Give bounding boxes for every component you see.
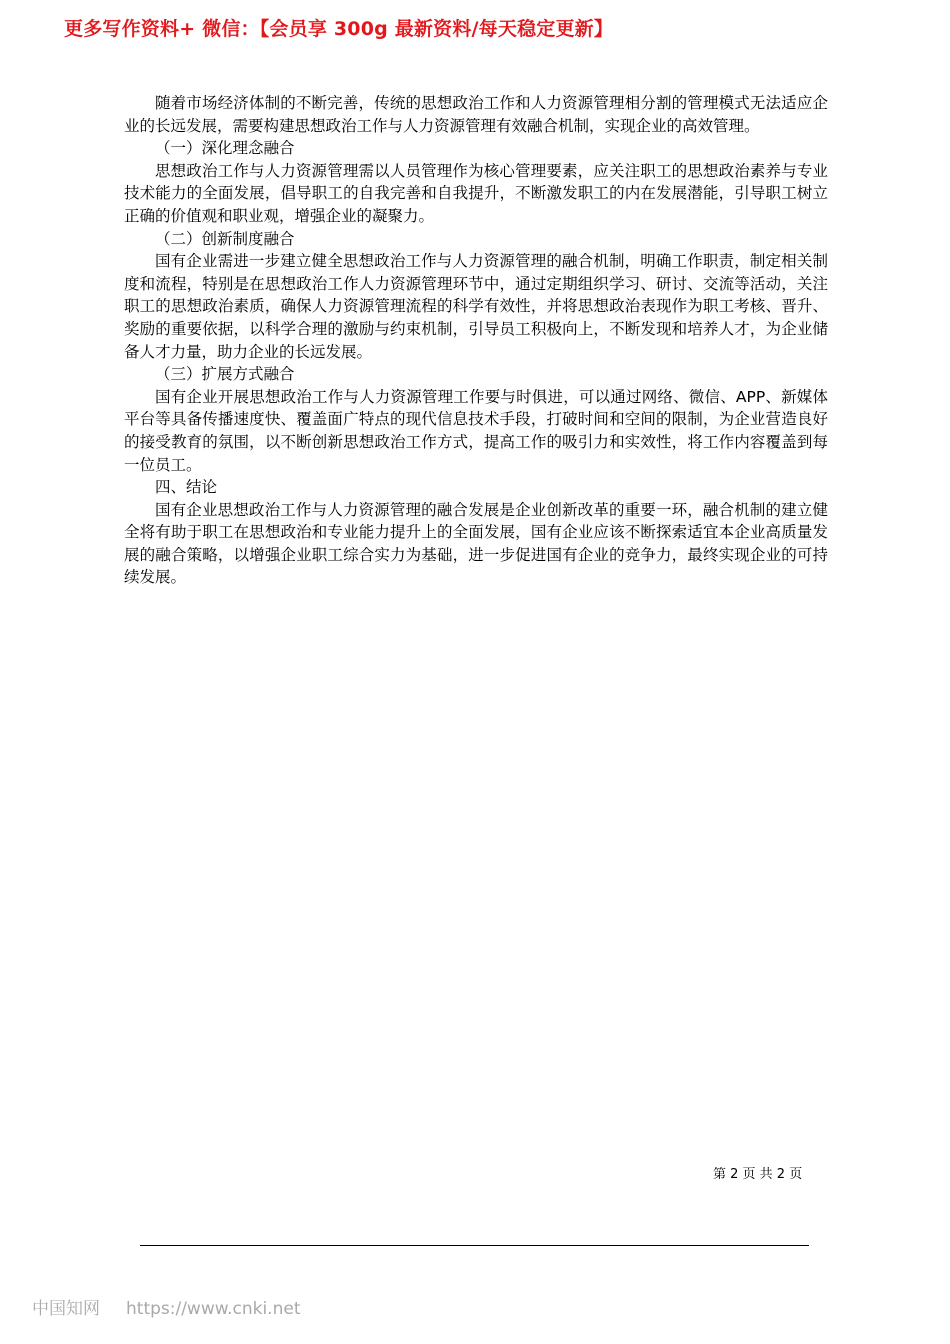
watermark-url: https://www.cnki.net [126,1299,301,1319]
section-heading-method: （三）扩展方式融合 [155,365,295,384]
promo-banner: 更多写作资料+ 微信：【会员享 300g 最新资料/每天稳定更新】 [64,18,614,40]
section-heading-system: （二）创新制度融合 [155,229,295,248]
section-heading-conclusion: 四、结论 [155,478,218,497]
paragraph-method: 国有企业开展思想政治工作与人力资源管理工作要与时俱进，可以通过网络、微信、APP、新媒体平台等具备传播速度快、覆盖面广特点的现代信息技术手段，打破时间和空间的限制，为企业营造良好的接受教育的氛围，以不断创新思想政治工作方式，提高工作的吸引力和实效性，将工作内容覆盖到每一位员工。 [124,387,828,474]
paragraph-concept: 思想政治工作与人力资源管理需以人员管理作为核心管理要素，应关注职工的思想政治素养与专业技术能力的全面发展，倡导职工的自我完善和自我提升，不断激发职工的内在发展潜能，引导职工树立正确的价值观和职业观，增强企业的凝聚力。 [124,161,828,225]
section-heading-concept: （一）深化理念融合 [155,139,295,158]
watermark [32,1294,300,1319]
page-number: 第 2 页 共 2 页 [713,1167,803,1182]
watermark-brand: 中国知网 [32,1299,100,1319]
footer-divider [140,1245,809,1246]
paragraph-system: 国有企业需进一步建立健全思想政治工作与人力资源管理的融合机制，明确工作职责，制定相关制度和流程，特别是在思想政治工作人力资源管理环节中，通过定期组织学习、研讨、交流等活动，关注职工的思想政治素质，确保人力资源管理流程的科学有效性，并将思想政治表现作为职工考核、晋升、奖励的重要依据，以科学合理的激励与约束机制，引导员工积极向上，不断发现和培养人才，为企业储备人才力量，助力企业的长远发展。 [124,252,828,361]
document-body [124,92,828,589]
paragraph-intro: 随着市场经济体制的不断完善，传统的思想政治工作和人力资源管理相分割的管理模式无法适应企业的长远发展，需要构建思想政治工作与人力资源管理有效融合机制，实现企业的高效管理。 [124,94,828,135]
paragraph-conclusion: 国有企业思想政治工作与人力资源管理的融合发展是企业创新改革的重要一环，融合机制的建立健全将有助于职工在思想政治和专业能力提升上的全面发展，国有企业应该不断探索适宜本企业高质量发展的融合策略，以增强企业职工综合实力为基础，进一步促进国有企业的竞争力，最终实现企业的可持续发展。 [124,500,828,587]
